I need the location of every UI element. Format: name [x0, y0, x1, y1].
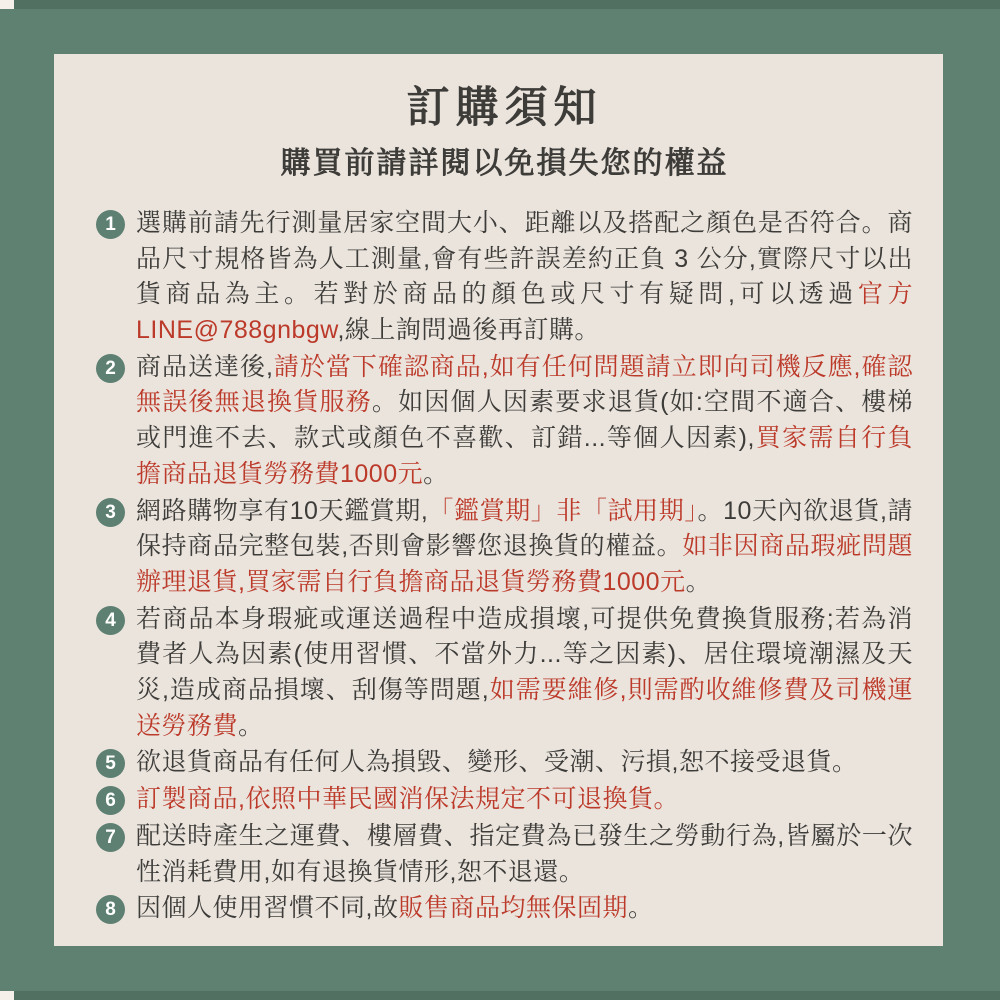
notice-number-badge: 7: [96, 823, 125, 852]
notice-text: [136, 782, 913, 818]
notice-number-badge: 8: [96, 895, 125, 924]
notice-text-segment-black: 欲退貨商品有任何人為損毀、變形、受潮、污損,恕不接受退貨。: [136, 748, 858, 777]
notice-text-segment-black: 。: [627, 894, 654, 923]
notice-text: [136, 602, 913, 745]
notice-text-segment-black: 因個人使用習慣不同,故: [136, 894, 399, 923]
notice-card: [54, 54, 943, 946]
notice-text: [136, 494, 913, 601]
notice-item: [96, 782, 913, 818]
notice-number-badge: 3: [96, 498, 125, 527]
notice-list: [96, 206, 913, 927]
notice-text-segment-black: 商品送達後,: [136, 352, 274, 381]
notice-text-segment-red: 如非因商品瑕疵問題辦理退貨,買家需自行負擔商品退貨勞務費1000元: [136, 532, 913, 596]
notice-item: [96, 494, 913, 601]
notice-text-segment-red: 如需要維修,則需酌收維修費及司機運送勞務費: [136, 676, 913, 740]
top-left-notch: [0, 0, 14, 9]
notice-number-badge: 1: [96, 210, 125, 239]
notice-item: [96, 350, 913, 493]
notice-text-segment-black: 配送時產生之運費、樓層費、指定費為已發生之勞動行為,皆屬於一次性消耗費用,如有退換貨情形,恕不退還。: [136, 821, 913, 886]
notice-text-segment-red: 販售商品均無保固期: [398, 894, 628, 923]
notice-text-segment-black: 。10天內欲退貨,請保持商品完整包裝,否則會影響您退換貨的權益。: [136, 496, 913, 561]
notice-text-segment-black: 。: [238, 711, 264, 740]
notice-number-badge: 6: [96, 786, 125, 815]
notice-text-segment-red: 「鑑賞期」非「試用期」: [428, 496, 698, 525]
notice-text-segment-red: 請於當下確認商品,如有任何問題請立即向司機反應,確認無誤後無退換貨服務: [136, 352, 913, 417]
notice-text-segment-black: 選購前請先行測量居家空間大小、距離以及搭配之顏色是否符合。商品尺寸規格皆為人工測量,會有些許誤差約正負 3 公分,實際尺寸以出貨商品為主。若對於商品的顏色或尺寸有疑問,可以透過: [136, 208, 913, 309]
notice-item: [96, 602, 913, 745]
notice-text-segment-black: 網路購物享有10天鑑賞期,: [136, 496, 429, 525]
notice-text-segment-red: 買家需自行負擔商品退貨勞務費1000元: [136, 424, 913, 488]
bottom-left-notch: [0, 991, 14, 1000]
notice-text-segment-black: 若商品本身瑕疵或運送過程中造成損壞,可提供免費換貨服務;若為消費者人為因素(使用習慣、不當外力...等之因素)、居住環境潮濕及天災,造成商品損壞、刮傷等問題,: [136, 604, 913, 705]
notice-item: [96, 819, 913, 890]
notice-text-segment-black: 。: [423, 459, 449, 488]
notice-text: [136, 206, 913, 349]
notice-item: [96, 891, 913, 927]
notice-text: [136, 819, 913, 890]
page-subtitle: 購買前請詳閱以免損失您的權益: [280, 147, 729, 181]
notice-text: [136, 891, 913, 927]
notice-text: [136, 745, 913, 781]
notice-text-segment-red: 訂製商品,依照中華民國消保法規定不可退換貨。: [136, 785, 679, 814]
notice-item: [96, 745, 913, 781]
notice-item: [96, 206, 913, 349]
notice-text-segment-black: 。如因個人因素要求退貨(如:空間不適合、樓梯或門進不去、款式或顏色不喜歡、訂錯...等個人因素),: [136, 388, 913, 453]
notice-number-badge: 2: [96, 354, 125, 383]
page-title: 訂購須知: [406, 84, 603, 132]
top-edge-strip: [14, 0, 1000, 9]
notice-text: [136, 350, 913, 493]
notice-text-segment-black: ,線上詢問過後再訂購。: [337, 316, 600, 345]
notice-text-segment-red: 官方LINE@788gnbgw: [136, 280, 913, 345]
notice-text-segment-black: 。: [685, 567, 712, 596]
notice-number-badge: 5: [96, 749, 125, 778]
notice-number-badge: 4: [96, 606, 125, 635]
bottom-edge-strip: [14, 991, 1000, 1000]
